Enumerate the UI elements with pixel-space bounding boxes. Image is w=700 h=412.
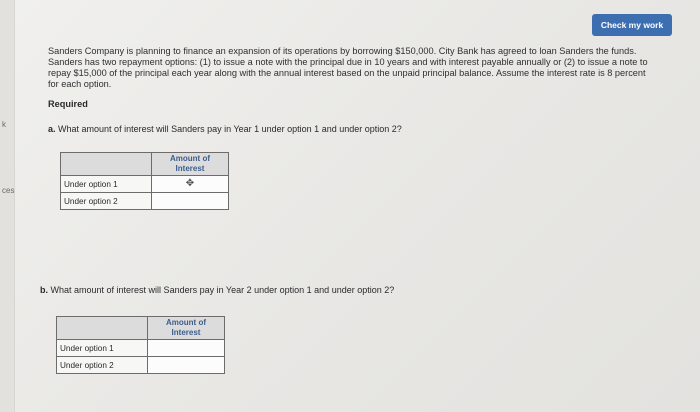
table-a-row-label: Under option 2 xyxy=(61,193,152,210)
question-a xyxy=(48,124,402,134)
table-b-option-2-input[interactable] xyxy=(148,357,225,374)
table-a-header-label: Amount of Interest xyxy=(170,154,210,173)
table-a-option-2-input[interactable] xyxy=(152,193,229,210)
edge-fragment-top: k xyxy=(2,120,6,129)
table-b-header-label: Amount of Interest xyxy=(166,318,206,337)
table-a-row-label: Under option 1 xyxy=(61,176,152,193)
check-my-work-button[interactable]: Check my work xyxy=(592,14,672,36)
question-b xyxy=(40,285,394,295)
table-b-row-option-2 xyxy=(57,357,225,374)
move-cursor-icon: ✥ xyxy=(185,178,195,189)
table-a-option-1-input[interactable] xyxy=(152,176,229,193)
table-b-option-1-input[interactable] xyxy=(148,340,225,357)
table-b-row-label: Under option 1 xyxy=(57,340,148,357)
answer-table-b xyxy=(56,316,225,374)
question-a-letter: a. xyxy=(48,124,56,134)
table-a-header-blank xyxy=(61,153,152,176)
table-b-row-option-1 xyxy=(57,340,225,357)
table-a-header-amount xyxy=(152,153,229,176)
table-a-row-option-2 xyxy=(61,193,229,210)
question-b-text: What amount of interest will Sanders pay in Year 2 under option 1 and under option 2? xyxy=(50,285,395,295)
question-a-text: What amount of interest will Sanders pay in Year 1 under option 1 and under option 2? xyxy=(58,124,402,134)
table-b-header-blank xyxy=(57,317,148,340)
table-b-row-label: Under option 2 xyxy=(57,357,148,374)
question-b-letter: b. xyxy=(40,285,48,295)
table-a-row-option-1 xyxy=(61,176,229,193)
edge-fragment-middle: ces xyxy=(2,186,15,195)
problem-statement: Sanders Company is planning to finance an expansion of its operations by borrowing $150,000. City Bank has agreed to loan Sanders the funds. Sanders has two repayment options: (1) to issue a note with the principal due in 10 years and with interest payable annually or (2) to issue a note to repay $15,000 of the principal each year along with the annual interest based on the unpaid principal balance. Assume the interest rate is 8 percent for each option. xyxy=(48,46,648,89)
answer-table-a xyxy=(60,152,229,210)
required-heading: Required xyxy=(48,99,88,109)
left-panel-edge xyxy=(0,0,15,412)
table-b-header-amount xyxy=(148,317,225,340)
